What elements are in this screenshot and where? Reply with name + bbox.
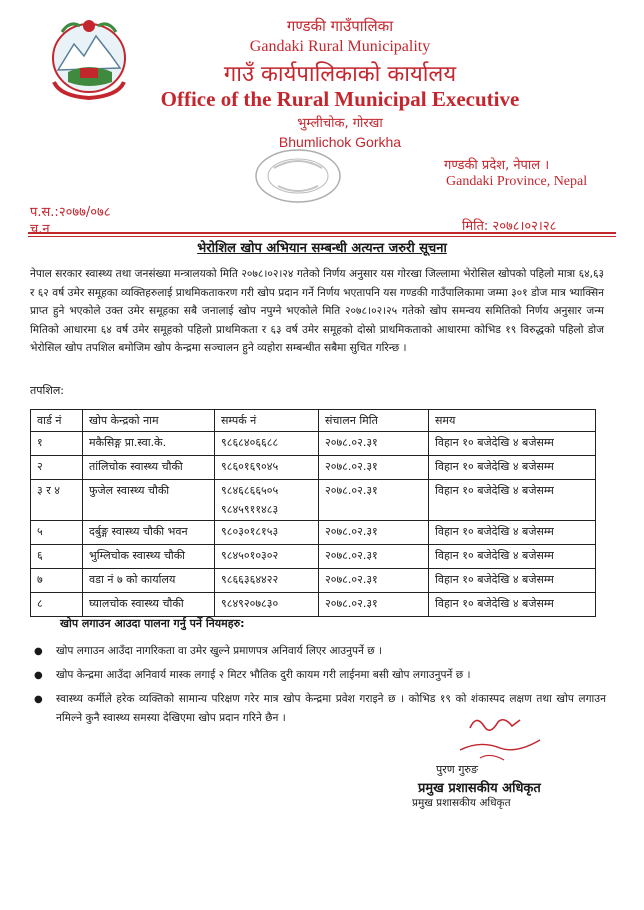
reference-number: प.स.:२०७७/०७८ — [30, 205, 111, 220]
cell-date: २०७८.०२.३१ — [319, 593, 429, 617]
signatory-title-stamp: प्रमुख प्रशासकीय अधिकृत — [418, 781, 541, 796]
rule-text: खोप लगाउन आउँदा नागरिकता वा उमेर खुल्ने प्रमाणपत्र अनिवार्य लिएर आउनुपर्ने छ । — [56, 645, 383, 657]
cell-date: २०७८.०२.३१ — [319, 521, 429, 545]
contact-secondary: ९८४५९११४८३ — [221, 503, 279, 516]
cell-date: २०७८.०२.३१ — [319, 569, 429, 593]
list-item — [30, 642, 606, 661]
cell-contact: ९८०३०१८१५३ — [215, 521, 319, 545]
cell-ward: ८ — [31, 593, 83, 617]
cell-date: २०७८.०२.३१ — [319, 432, 429, 456]
handwritten-signature-icon — [420, 710, 560, 770]
cell-contact: ९८४९२०७८३० — [215, 593, 319, 617]
cell-ward: ६ — [31, 545, 83, 569]
cell-date: २०७८.०२.३१ — [319, 545, 429, 569]
table-row — [31, 593, 596, 617]
cell-contact: ९८६६३६४४२२ — [215, 569, 319, 593]
cell-time: विहान १० बजेदेखि ४ बजेसम्म — [429, 456, 596, 480]
office-name-en: Office of the Rural Municipal Executive — [160, 87, 520, 111]
cell-contact: ९८४५०१०३०२ — [215, 545, 319, 569]
table-row — [31, 521, 596, 545]
table-row — [31, 569, 596, 593]
column-header-center: खोप केन्द्रको नाम — [83, 410, 215, 432]
cell-ward: ५ — [31, 521, 83, 545]
cell-ward: ७ — [31, 569, 83, 593]
dispatch-number: च.न — [30, 222, 50, 237]
cell-center: भुम्लिचोक स्वास्थ्य चौकी — [83, 545, 215, 569]
cell-date: २०७८.०२.३१ — [319, 480, 429, 521]
column-header-contact: सम्पर्क नं — [215, 410, 319, 432]
cell-contact: ९८६०१६९०४५ — [215, 456, 319, 480]
cell-center: तांलिचोक स्वास्थ्य चौकी — [83, 456, 215, 480]
bullet-icon: ● — [34, 646, 43, 657]
rules-heading: खोप लगाउन आउदा पालना गर्नु पर्ने नियमहरु: — [60, 617, 245, 630]
list-item — [30, 666, 606, 685]
rule-text: स्वास्थ्य कर्मीले हरेक व्यक्तिको सामान्य परिक्षण गरेर मात्र खोप केन्द्रमा प्रवेश गराइने छ । कोभिड १९ को शंकास्पद लक्षण तथा खोप लगाउन नमिल्ने कुनै स्वास्थ्य समस्या देखिएमा खोप प्रदान गरिने छैन । — [56, 693, 606, 724]
table-row — [31, 432, 596, 456]
office-name-np: गाउँ कार्यपालिकाको कार्यालय — [223, 62, 457, 87]
header-divider-thin — [28, 236, 616, 237]
cell-ward: ३ र ४ — [31, 480, 83, 521]
office-round-seal-icon — [244, 146, 352, 204]
rule-text: खोप केन्द्रमा आउँदा अनिवार्य मास्क लगाई २ मिटर भौतिक दुरी कायम गरी लाईनमा बसी खोप लगाउनुपर्ने छ । — [56, 669, 471, 681]
cell-ward: १ — [31, 432, 83, 456]
cell-time: विहान १० बजेदेखि ४ बजेसम्म — [429, 480, 596, 521]
cell-center: मकैसिङ्ग प्रा.स्वा.के. — [83, 432, 215, 456]
cell-center: दर्बुङ्ग स्वास्थ्य चौकी भवन — [83, 521, 215, 545]
table-header-row — [31, 410, 596, 432]
table-row — [31, 456, 596, 480]
signatory-name: पुरण गुरुङ — [436, 763, 478, 776]
cell-center: घ्यालचोक स्वास्थ्य चौकी — [83, 593, 215, 617]
location-np: भुम्लीचोक, गोरखा — [297, 116, 383, 131]
cell-time: विहान १० बजेदेखि ४ बजेसम्म — [429, 545, 596, 569]
column-header-time: समय — [429, 410, 596, 432]
vaccination-centers-table — [30, 409, 596, 617]
table-row — [31, 545, 596, 569]
cell-time: विहान १० बजेदेखि ४ बजेसम्म — [429, 569, 596, 593]
province-np: गण्डकी प्रदेश, नेपाल । — [444, 158, 550, 173]
municipality-name-np: गण्डकी गाउँपालिका — [286, 17, 394, 35]
notice-body: नेपाल सरकार स्वास्थ्य तथा जनसंख्या मन्त्रालयको मिति २०७८।०२।२४ गतेको निर्णय अनुसार यस गोरखा जिल्लामा भेरोसिल खोपको पहिलो मात्रा ६४,६३ र ६२ वर्ष उमेर समूहका व्यक्तिहरुलाई प्राथमिकताकरण गरी खोप प्रदान गर्ने निर्णय भएतापनि यस गण्डकी गाउँपालिकामा जम्मा ३०१ डोज मात्र भ्याक्सिन प्राप्त हुने भएकोले उक्त उमेर समूहका सबै जनालाई खोप नपुग्ने भएकोले मिति २०७८।०२।२५ गतेको खोप समन्वय समितिको निर्णय अनुसार जन्म मितिको आधारमा ६४ वर्ष उमेर समूहको पहिलो प्राथमिकता र ६३ वर्ष उमेर समूहको दोस्रो प्राथमिकताको आधारमा कोभिड १९ विरुद्धको पहिलो डोज भेरोसिल खोप तपशिल बमोजिम खोप केन्द्रमा सञ्चालन हुने व्यहोरा सम्बन्धीत सबैमा सुचित गरिन्छ । — [30, 268, 604, 355]
location-en: Bhumlichok Gorkha — [278, 134, 402, 150]
cell-time: विहान १० बजेदेखि ४ बजेसम्म — [429, 593, 596, 617]
bullet-icon: ● — [34, 694, 43, 705]
cell-time: विहान १० बजेदेखि ४ बजेसम्म — [429, 432, 596, 456]
contact-primary: ९८४६८६६५०५ — [221, 484, 279, 497]
column-header-ward: वार्ड नं — [31, 410, 83, 432]
details-label: तपशिल: — [30, 384, 65, 397]
cell-contact: ९८६८४०६६८८ — [215, 432, 319, 456]
cell-time: विहान १० बजेदेखि ४ बजेसम्म — [429, 521, 596, 545]
table-row — [31, 480, 596, 521]
signatory-title: प्रमुख प्रशासकीय अधिकृत — [412, 797, 511, 809]
cell-center: फुजेल स्वास्थ्य चौकी — [83, 480, 215, 521]
column-header-date: संचालन मिति — [319, 410, 429, 432]
notice-title: भेरोशिल खोप अभियान सम्बन्धी अत्यन्त जरुरी सूचना — [197, 241, 447, 256]
municipality-name-en: Gandaki Rural Municipality — [249, 38, 431, 55]
header-divider — [28, 232, 616, 234]
letter-date: मिति: २०७८।०२।२८ — [462, 219, 557, 234]
cell-center: वडा नं ७ को कार्यालय — [83, 569, 215, 593]
cell-date: २०७८.०२.३१ — [319, 456, 429, 480]
cell-contact — [215, 480, 319, 521]
bullet-icon: ● — [34, 670, 43, 681]
province-en: Gandaki Province, Nepal — [446, 174, 588, 189]
cell-ward: २ — [31, 456, 83, 480]
